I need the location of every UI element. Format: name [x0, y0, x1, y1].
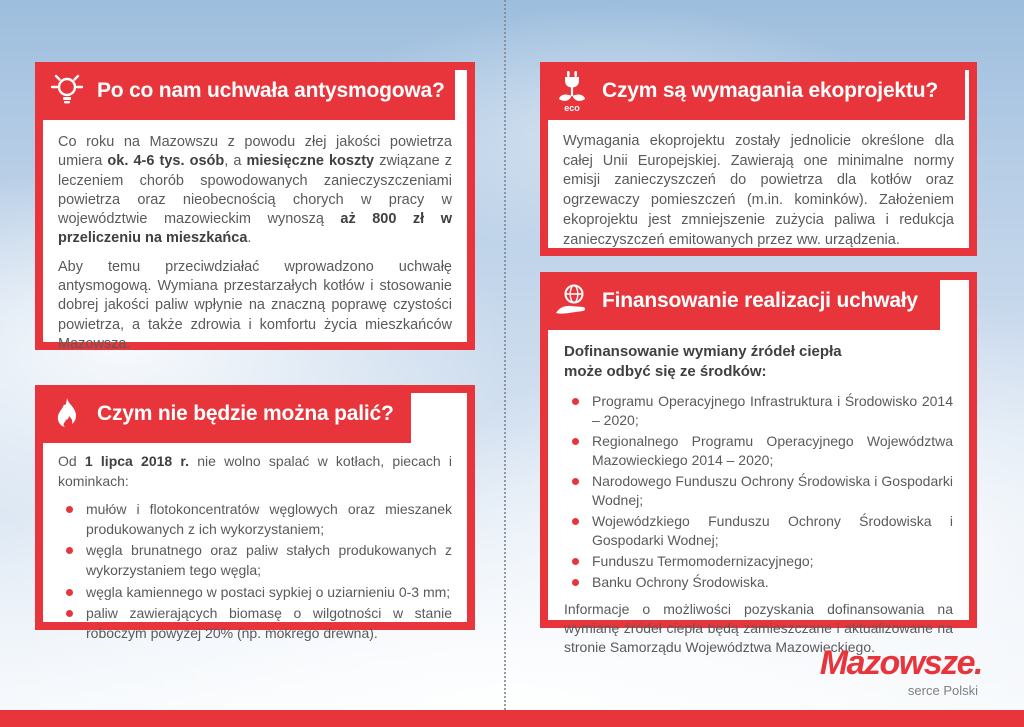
text-run: Co roku na Mazowszu z powodu złej jakości powietrza umiera: [58, 134, 452, 170]
list-item: [564, 512, 953, 550]
section-ecodesign-body: [548, 120, 969, 248]
list-item: [564, 392, 953, 430]
section-antismog-header: [35, 62, 455, 120]
section-funding-header: [540, 272, 940, 330]
flame-icon: [48, 392, 86, 436]
bullet-dot: [66, 610, 73, 617]
bullet-dot: [66, 506, 73, 513]
list-item: [58, 500, 452, 539]
list-item: [564, 573, 953, 592]
footer-red-strip: [0, 710, 1024, 727]
bullet-dot: [66, 547, 73, 554]
funding-lead: [564, 342, 953, 383]
text-run: Od: [58, 453, 85, 469]
list-item: [58, 583, 452, 603]
banned-fuels-list: [58, 500, 452, 643]
text-run: związane z leczeniem chorób spowodowanych zanieczyszczeniami powietrza oraz nieobecnością chorych w pracy w województwie mazowieckim wynoszą: [58, 153, 452, 228]
section-burn-ban-body: [43, 443, 467, 641]
section-title: Czym nie będzie można palić?: [97, 402, 394, 425]
bullet-dot: [572, 558, 579, 565]
section-antismog-body: [43, 120, 467, 352]
paragraph: [58, 452, 452, 491]
text-run: nie wolno spalać w kotłach, piecach i kominkach:: [58, 453, 452, 489]
fold-line: [504, 0, 506, 710]
text-run: może odbyć się ze środków:: [564, 363, 767, 381]
list-item-text: mułów i flotokoncentratów węglowych oraz mieszanek produkowanych z ich wykorzystaniem;: [86, 501, 452, 537]
bullet-dot: [572, 518, 579, 525]
list-item-text: Funduszu Termomodernizacyjnego;: [592, 552, 814, 569]
list-item: [58, 604, 452, 643]
section-title: Czym są wymagania ekoprojektu?: [602, 79, 938, 102]
paragraph: [58, 133, 452, 249]
text-run: , a: [224, 153, 247, 170]
paragraph: Aby temu przeciwdziałać wprowadzono uchwałę antysmogową. Wymiana przestarzałych kotłów i stosowanie dobrej jakości paliw wpłynie na znaczną poprawę czystości powietrza, a także zdrowia i komfortu życia mieszkańców Mazowsza.: [58, 258, 452, 352]
list-item-text: paliw zawierających biomasę o wilgotności w stanie roboczym powyżej 20% (np. mokrego drewna).: [86, 605, 452, 641]
svg-text:eco: eco: [564, 103, 580, 113]
text-run: Dofinansowanie wymiany źródeł ciepła: [564, 343, 842, 360]
mazowsze-logo: [782, 646, 982, 698]
section-ecodesign-header: [540, 62, 965, 120]
list-item: [564, 432, 953, 470]
section-funding: [540, 272, 977, 655]
section-ecodesign: [540, 62, 977, 256]
text-run: .: [247, 230, 252, 247]
bullet-dot: [66, 589, 73, 596]
mazowsze-wordmark: Mazowsze.: [819, 644, 982, 682]
section-burn-ban-header: [35, 385, 411, 443]
section-title: Po co nam uchwała antysmogowa?: [97, 79, 445, 102]
list-item-text: Narodowego Funduszu Ochrony Środowiska i Gospodarki Wodnej;: [592, 472, 953, 508]
section-funding-body: [548, 330, 969, 655]
bullet-dot: [572, 398, 579, 405]
list-item-text: Wojewódzkiego Funduszu Ochrony Środowiska i Gospodarki Wodnej;: [592, 512, 953, 548]
funding-sources-list: [564, 392, 953, 592]
list-item: [564, 472, 953, 510]
bullet-dot: [572, 478, 579, 485]
text-run-bold: aż 800 zł w przeliczeniu na mieszkańca: [58, 211, 452, 247]
list-item-text: węgla kamiennego w postaci sypkiej o uziarnieniu 0-3 mm;: [86, 583, 451, 600]
list-item: [58, 541, 452, 580]
list-item-text: Programu Operacyjnego Infrastruktura i Środowisko 2014 – 2020;: [592, 392, 953, 428]
paragraph: Informacje o możliwości pozyskania dofinansowania na wymianę źródeł ciepła będą zamieszczane i aktualizowane na stronie Samorządu Województwa Mazowieckiego.: [564, 600, 953, 655]
section-burn-ban: [35, 385, 475, 641]
list-item-text: węgla brunatnego oraz paliw stałych produkowanych z wykorzystaniem tego węgla;: [86, 542, 452, 578]
eco-plug-icon: [553, 69, 591, 113]
text-run-bold: 1 lipca 2018 r.: [84, 453, 189, 469]
globe-hand-icon: [553, 279, 591, 323]
lightbulb-icon: [48, 69, 86, 113]
list-item-text: Banku Ochrony Środowiska.: [592, 573, 769, 590]
paragraph: Wymagania ekoprojektu zostały jednolicie określone dla całej Unii Europejskiej. Zawierają one minimalne normy emisji zanieczyszczeń do powietrza dla kotłów oraz ogrzewaczy pomieszczeń (m.in. kominków). Założeniem ekoprojektu jest zmniejszenie zużycia paliwa i redukcja zanieczyszczeń emitowanych przez ww. urządzenia.: [563, 133, 954, 248]
text-run-bold: miesięczne koszty: [246, 153, 375, 170]
section-title: Finansowanie realizacji uchwały: [602, 289, 918, 312]
mazowsze-tagline: serce Polski: [907, 683, 978, 698]
list-item-text: Regionalnego Programu Operacyjnego Województwa Mazowieckiego 2014 – 2020;: [592, 432, 953, 468]
bullet-dot: [572, 438, 579, 445]
text-run-bold: ok. 4-6 tys. osób: [107, 153, 225, 170]
bullet-dot: [572, 579, 579, 586]
section-antismog: [35, 62, 475, 350]
list-item: [564, 552, 953, 571]
